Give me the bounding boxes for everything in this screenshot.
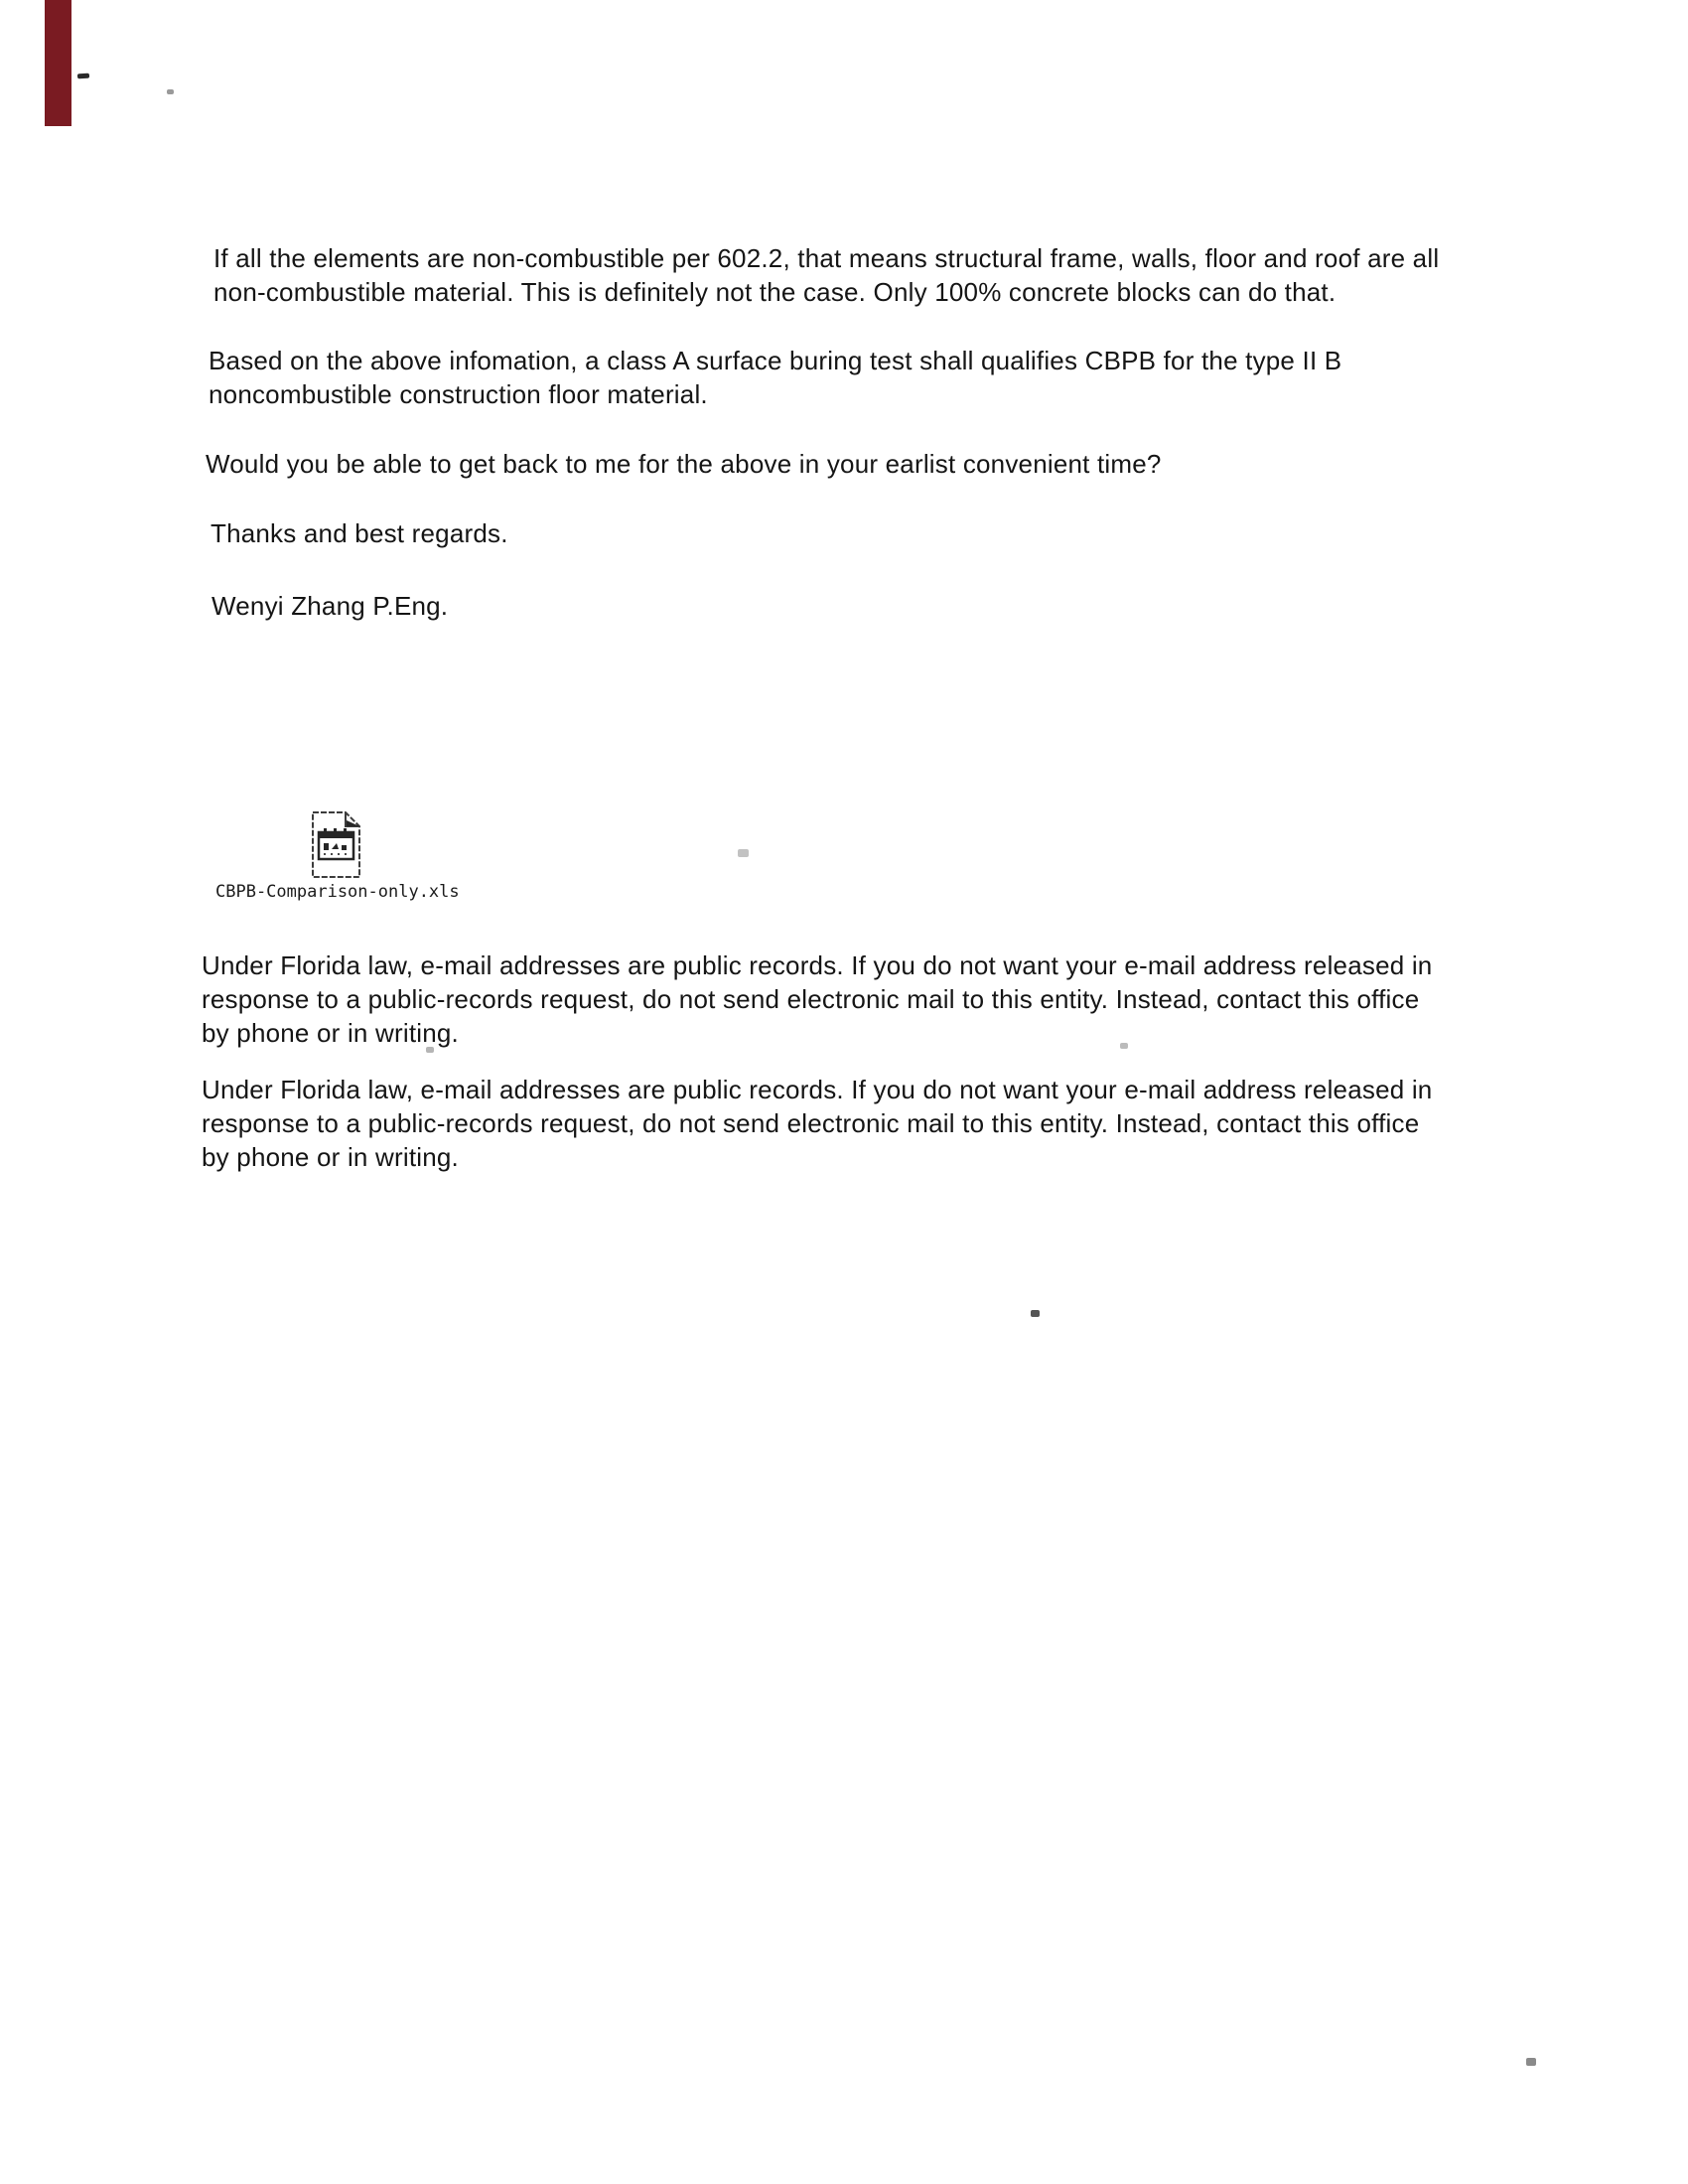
disclaimer-paragraph-1 <box>202 948 1432 1050</box>
body-paragraph-2 <box>209 344 1341 411</box>
attachment-filename: CBPB-Comparison-only.xls <box>215 882 460 902</box>
disclaimer-2-line-1: Under Florida law, e-mail addresses are public records. If you do not want your e-mail address released in <box>202 1075 1433 1104</box>
scan-artifact-red-bar <box>45 0 71 126</box>
scan-speck <box>738 849 749 857</box>
scan-speck <box>77 73 89 79</box>
scan-speck <box>1526 2058 1536 2066</box>
disclaimer-1-line-3: by phone or in writing. <box>202 1018 459 1048</box>
disclaimer-1-line-2: response to a public-records request, do not send electronic mail to this entity. Instead, contact this office <box>202 984 1420 1014</box>
disclaimer-2-line-3: by phone or in writing. <box>202 1142 459 1172</box>
scan-speck <box>167 89 174 94</box>
excel-file-icon-svg <box>309 809 362 880</box>
body-paragraph-1-line-2: non-combustible material. This is definitely not the case. Only 100% concrete blocks can do that. <box>213 277 1336 307</box>
body-paragraph-2-line-2: noncombustible construction floor material. <box>209 379 708 409</box>
body-paragraph-3: Would you be able to get back to me for the above in your earlist convenient time? <box>206 449 1162 479</box>
closing-line: Thanks and best regards. <box>211 518 508 548</box>
body-paragraph-1 <box>213 241 1439 309</box>
excel-file-icon <box>309 809 362 880</box>
body-paragraph-2-line-1: Based on the above infomation, a class A surface buring test shall qualifies CBPB for the type II B <box>209 346 1342 375</box>
signature-line: Wenyi Zhang P.Eng. <box>211 591 449 621</box>
disclaimer-1-line-1: Under Florida law, e-mail addresses are public records. If you do not want your e-mail address released in <box>202 950 1433 980</box>
body-paragraph-1-line-1: If all the elements are non-combustible per 602.2, that means structural frame, walls, floor and roof are all <box>213 243 1440 273</box>
disclaimer-paragraph-2 <box>202 1073 1432 1174</box>
disclaimer-2-line-2: response to a public-records request, do not send electronic mail to this entity. Instead, contact this office <box>202 1108 1420 1138</box>
scan-speck <box>1031 1310 1040 1317</box>
